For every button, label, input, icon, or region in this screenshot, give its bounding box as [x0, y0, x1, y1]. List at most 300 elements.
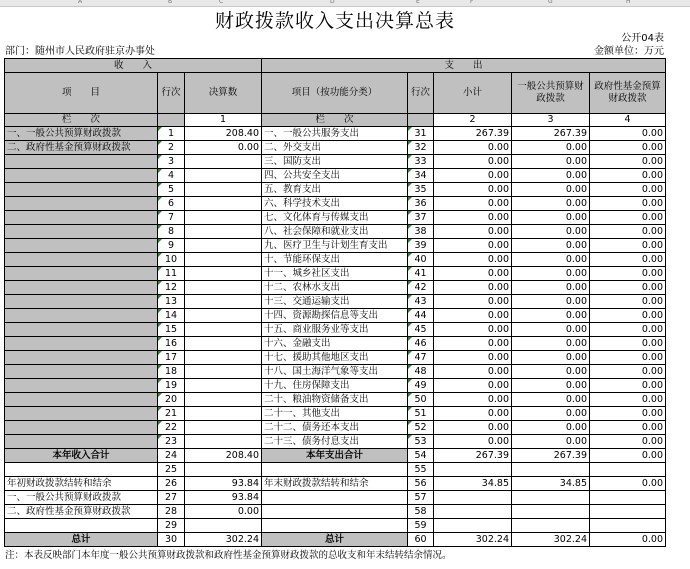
subtotal-cell[interactable]: 0.00	[434, 225, 512, 239]
closing-carryover-fund[interactable]: 0.00	[590, 477, 666, 491]
closing-carryover-general[interactable]: 34.85	[512, 477, 590, 491]
carryover-detail-row	[5, 491, 666, 505]
income-line-cell[interactable]: 29	[158, 519, 185, 533]
income-total-label[interactable]: 本年收入合计	[5, 449, 158, 463]
income-amount-cell[interactable]	[185, 169, 262, 183]
column-header-row	[5, 73, 666, 114]
expense-item-cell[interactable]: 十、节能环保支出	[262, 253, 408, 267]
income-total-line[interactable]: 24	[158, 449, 185, 463]
income-amount-cell[interactable]	[185, 323, 262, 337]
fund-budget-cell[interactable]: 0.00	[590, 197, 666, 211]
general-budget-cell[interactable]: 0.00	[512, 225, 590, 239]
income-item-cell[interactable]: 一、一般公共预算财政拨款	[5, 127, 158, 141]
income-line-cell[interactable]: 20	[158, 393, 185, 407]
income-amount-cell[interactable]: 208.40	[185, 127, 262, 141]
section-header-row	[5, 59, 666, 73]
income-line-cell[interactable]: 1	[158, 127, 185, 141]
expense-item-cell[interactable]: 十三、交通运输支出	[262, 295, 408, 309]
subtotal-cell[interactable]: 0.00	[434, 281, 512, 295]
income-line-header[interactable]: 行次	[158, 73, 185, 114]
table-row	[5, 379, 666, 393]
general-budget-cell[interactable]: 0.00	[512, 197, 590, 211]
fund-budget-cell[interactable]: 0.00	[590, 365, 666, 379]
expense-line-cell[interactable]: 34	[408, 169, 434, 183]
table-row	[5, 197, 666, 211]
subtotal-cell[interactable]: 0.00	[434, 365, 512, 379]
subtotal-header[interactable]: 小计	[434, 73, 512, 114]
general-budget-cell[interactable]	[512, 505, 590, 519]
table-row	[5, 519, 666, 533]
general-budget-cell[interactable]	[512, 463, 590, 477]
table-row	[5, 169, 666, 183]
expense-line-cell[interactable]: 36	[408, 197, 434, 211]
expense-line-cell[interactable]: 45	[408, 323, 434, 337]
income-item-cell[interactable]	[5, 155, 158, 169]
income-line-cell[interactable]: 17	[158, 351, 185, 365]
closing-carryover-label[interactable]: 年末财政拨款结转和结余	[262, 477, 408, 491]
expense-item-cell[interactable]: 二十、粮油物资储备支出	[262, 393, 408, 407]
income-item-cell[interactable]	[5, 169, 158, 183]
general-budget-cell[interactable]: 0.00	[512, 267, 590, 281]
col-number-4[interactable]: 4	[590, 114, 666, 127]
expense-section-header[interactable]: 支 出	[262, 59, 666, 73]
income-amount-cell[interactable]	[185, 351, 262, 365]
expense-item-cell[interactable]: 七、文化体育与传媒支出	[262, 211, 408, 225]
subtotal-cell[interactable]: 0.00	[434, 407, 512, 421]
table-row	[5, 239, 666, 253]
income-item-cell[interactable]	[5, 351, 158, 365]
expense-item-cell[interactable]: 二、外交支出	[262, 141, 408, 155]
income-amount-cell[interactable]: 93.84	[185, 491, 262, 505]
expense-line-header[interactable]: 行次	[408, 73, 434, 114]
income-line-cell[interactable]: 8	[158, 225, 185, 239]
income-amount-cell[interactable]	[185, 197, 262, 211]
expense-line-cell[interactable]: 58	[408, 505, 434, 519]
fund-budget-cell[interactable]: 0.00	[590, 295, 666, 309]
fund-budget-cell[interactable]: 0.00	[590, 267, 666, 281]
carryover-row	[5, 477, 666, 491]
expense-item-cell[interactable]: 十五、商业服务业等支出	[262, 323, 408, 337]
subtotal-cell[interactable]: 0.00	[434, 435, 512, 449]
income-amount-cell[interactable]	[185, 435, 262, 449]
column-letter-h[interactable]: H	[626, 0, 631, 5]
general-budget-cell[interactable]: 0.00	[512, 351, 590, 365]
fund-budget-cell[interactable]: 0.00	[590, 155, 666, 169]
fund-budget-cell[interactable]: 0.00	[590, 351, 666, 365]
income-amount-cell[interactable]	[185, 393, 262, 407]
income-line-cell[interactable]: 7	[158, 211, 185, 225]
income-amount-cell[interactable]	[185, 365, 262, 379]
income-item-cell[interactable]	[5, 211, 158, 225]
expense-item-cell[interactable]: 二十三、债务付息支出	[262, 435, 408, 449]
expense-total-general[interactable]: 267.39	[512, 449, 590, 463]
income-item-cell[interactable]	[5, 225, 158, 239]
subtotal-cell[interactable]: 0.00	[434, 211, 512, 225]
final-amount-header[interactable]: 决算数	[185, 73, 262, 114]
expense-line-cell[interactable]: 53	[408, 435, 434, 449]
income-item-cell[interactable]	[5, 309, 158, 323]
expense-line-cell[interactable]: 37	[408, 211, 434, 225]
fund-budget-cell[interactable]: 0.00	[590, 141, 666, 155]
fund-budget-cell[interactable]: 0.00	[590, 407, 666, 421]
expense-item-cell[interactable]: 四、公共安全支出	[262, 169, 408, 183]
department-label: 部门：随州市人民政府驻京办事处	[5, 46, 155, 57]
general-budget-header[interactable]: 一般公共预算财政拨款	[512, 73, 590, 114]
expense-line-cell[interactable]: 40	[408, 253, 434, 267]
expense-item-cell[interactable]	[262, 505, 408, 519]
income-amount-cell[interactable]	[185, 407, 262, 421]
expense-line-cell[interactable]: 33	[408, 155, 434, 169]
table-row	[5, 267, 666, 281]
income-line-cell[interactable]: 18	[158, 365, 185, 379]
expense-item-header[interactable]: 项目（按功能分类）	[262, 73, 408, 114]
general-budget-cell[interactable]	[512, 519, 590, 533]
table-row	[5, 393, 666, 407]
income-line-cell[interactable]: 27	[158, 491, 185, 505]
income-item-cell[interactable]	[5, 295, 158, 309]
expense-grand-total-label[interactable]: 总计	[262, 533, 408, 547]
income-item-cell[interactable]	[5, 239, 158, 253]
subtotal-cell[interactable]: 0.00	[434, 323, 512, 337]
income-line-cell[interactable]: 23	[158, 435, 185, 449]
col-number-3[interactable]: 3	[512, 114, 590, 127]
income-grand-total-label[interactable]: 总计	[5, 533, 158, 547]
income-item-cell[interactable]	[5, 379, 158, 393]
income-line-cell[interactable]: 22	[158, 421, 185, 435]
table-row	[5, 225, 666, 239]
table-row	[5, 281, 666, 295]
subtotal-cell[interactable]: 0.00	[434, 239, 512, 253]
expense-grand-total-subtotal[interactable]: 302.24	[434, 533, 512, 547]
expense-line-cell[interactable]: 44	[408, 309, 434, 323]
expense-line-cell[interactable]: 43	[408, 295, 434, 309]
income-amount-cell[interactable]	[185, 183, 262, 197]
income-amount-cell[interactable]	[185, 211, 262, 225]
subtotal-cell[interactable]: 0.00	[434, 393, 512, 407]
expense-line-cell[interactable]: 47	[408, 351, 434, 365]
fund-budget-cell[interactable]: 0.00	[590, 225, 666, 239]
subtotal-cell[interactable]: 0.00	[434, 141, 512, 155]
expense-line-cell[interactable]: 49	[408, 379, 434, 393]
expense-grand-total-fund[interactable]: 0.00	[590, 533, 666, 547]
general-budget-cell[interactable]: 0.00	[512, 435, 590, 449]
income-amount-cell[interactable]	[185, 519, 262, 533]
income-line-cell[interactable]: 3	[158, 155, 185, 169]
expense-item-cell[interactable]: 十一、城乡社区支出	[262, 267, 408, 281]
subtotal-cell[interactable]: 0.00	[434, 309, 512, 323]
general-budget-cell[interactable]	[512, 491, 590, 505]
income-amount-cell[interactable]	[185, 225, 262, 239]
income-amount-cell[interactable]	[185, 309, 262, 323]
carryover-detail-row	[5, 505, 666, 519]
income-line-cell[interactable]: 16	[158, 337, 185, 351]
general-budget-cell[interactable]: 0.00	[512, 281, 590, 295]
income-line-cell[interactable]: 25	[158, 463, 185, 477]
subtotal-cell[interactable]: 0.00	[434, 351, 512, 365]
income-item-cell[interactable]: 一、一般公共预算财政拨款	[5, 491, 158, 505]
income-line-cell[interactable]: 10	[158, 253, 185, 267]
grand-total-row	[5, 533, 666, 547]
expense-line-cell[interactable]: 50	[408, 393, 434, 407]
income-item-cell[interactable]	[5, 365, 158, 379]
income-line-col-number[interactable]	[158, 114, 185, 127]
expense-item-cell[interactable]: 三、国防支出	[262, 155, 408, 169]
expense-grand-total-line[interactable]: 60	[408, 533, 434, 547]
expense-line-cell[interactable]: 57	[408, 491, 434, 505]
fund-budget-cell[interactable]: 0.00	[590, 337, 666, 351]
income-amount-cell[interactable]	[185, 421, 262, 435]
subtotal-cell[interactable]: 0.00	[434, 253, 512, 267]
column-letter-f[interactable]: F	[470, 0, 474, 5]
general-budget-cell[interactable]: 0.00	[512, 169, 590, 183]
general-budget-cell[interactable]: 0.00	[512, 365, 590, 379]
income-item-cell[interactable]	[5, 323, 158, 337]
column-letter-b[interactable]: B	[168, 0, 173, 5]
income-item-cell[interactable]	[5, 393, 158, 407]
income-line-cell[interactable]: 14	[158, 309, 185, 323]
income-section-header[interactable]: 收 入	[5, 59, 262, 73]
expense-line-col-number[interactable]	[408, 114, 434, 127]
income-amount-cell[interactable]: 0.00	[185, 505, 262, 519]
income-item-cell[interactable]	[5, 421, 158, 435]
table-row	[5, 253, 666, 267]
column-number-row	[5, 114, 666, 127]
expense-item-cell[interactable]: 十四、资源勘探信息等支出	[262, 309, 408, 323]
table-row	[5, 421, 666, 435]
expense-item-cell[interactable]: 十二、农林水支出	[262, 281, 408, 295]
general-budget-cell[interactable]: 0.00	[512, 309, 590, 323]
expense-item-cell[interactable]: 五、教育支出	[262, 183, 408, 197]
table-row	[5, 155, 666, 169]
subtotal-cell[interactable]: 0.00	[434, 267, 512, 281]
table-row	[5, 323, 666, 337]
general-budget-cell[interactable]: 0.00	[512, 407, 590, 421]
expense-line-cell[interactable]: 38	[408, 225, 434, 239]
subtotal-cell[interactable]	[434, 491, 512, 505]
general-budget-cell[interactable]: 0.00	[512, 155, 590, 169]
expense-item-cell[interactable]: 二十二、债务还本支出	[262, 421, 408, 435]
general-budget-cell[interactable]: 0.00	[512, 141, 590, 155]
expense-line-cell[interactable]: 56	[408, 477, 434, 491]
expense-item-cell[interactable]: 十六、金融支出	[262, 337, 408, 351]
expense-item-cell[interactable]	[262, 463, 408, 477]
general-budget-cell[interactable]: 0.00	[512, 239, 590, 253]
expense-line-cell[interactable]: 51	[408, 407, 434, 421]
expense-item-cell[interactable]: 六、科学技术支出	[262, 197, 408, 211]
income-item-cell[interactable]	[5, 435, 158, 449]
expense-line-cell[interactable]: 35	[408, 183, 434, 197]
expense-line-cell[interactable]: 31	[408, 127, 434, 141]
fund-budget-cell[interactable]: 0.00	[590, 421, 666, 435]
opening-carryover-amount[interactable]: 93.84	[185, 477, 262, 491]
expense-total-label[interactable]: 本年支出合计	[262, 449, 408, 463]
income-item-cell[interactable]	[5, 183, 158, 197]
expense-col-label[interactable]: 栏 次	[262, 114, 408, 127]
income-item-cell[interactable]	[5, 337, 158, 351]
fund-budget-cell[interactable]: 0.00	[590, 169, 666, 183]
fund-budget-cell[interactable]: 0.00	[590, 323, 666, 337]
general-budget-cell[interactable]: 0.00	[512, 393, 590, 407]
table-row	[5, 407, 666, 421]
income-item-cell[interactable]	[5, 281, 158, 295]
income-item-cell[interactable]	[5, 267, 158, 281]
income-item-cell[interactable]	[5, 407, 158, 421]
expense-item-cell[interactable]: 九、医疗卫生与计划生育支出	[262, 239, 408, 253]
column-letter-e[interactable]: E	[416, 0, 420, 5]
income-line-cell[interactable]: 19	[158, 379, 185, 393]
income-item-cell[interactable]: 二、政府性基金预算财政拨款	[5, 141, 158, 155]
table-row	[5, 365, 666, 379]
expense-item-cell[interactable]: 一、一般公共服务支出	[262, 127, 408, 141]
income-item-cell[interactable]	[5, 197, 158, 211]
income-amount-cell[interactable]	[185, 267, 262, 281]
fiscal-summary-table	[4, 58, 666, 547]
income-col-label[interactable]: 栏 次	[5, 114, 158, 127]
expense-total-line[interactable]: 54	[408, 449, 434, 463]
fund-budget-cell[interactable]	[590, 463, 666, 477]
closing-carryover-subtotal[interactable]: 34.85	[434, 477, 512, 491]
fund-budget-cell[interactable]: 0.00	[590, 253, 666, 267]
income-line-cell[interactable]: 12	[158, 281, 185, 295]
general-budget-cell[interactable]: 0.00	[512, 183, 590, 197]
fund-budget-cell[interactable]: 0.00	[590, 435, 666, 449]
subtotal-cell[interactable]: 0.00	[434, 421, 512, 435]
fund-budget-cell[interactable]: 0.00	[590, 183, 666, 197]
expense-item-cell[interactable]	[262, 491, 408, 505]
opening-carryover-label[interactable]: 年初财政拨款结转和结余	[5, 477, 158, 491]
expense-line-cell[interactable]: 32	[408, 141, 434, 155]
table-row	[5, 309, 666, 323]
expense-item-cell[interactable]: 十七、援助其他地区支出	[262, 351, 408, 365]
fund-budget-cell[interactable]	[590, 505, 666, 519]
income-grand-total-line[interactable]: 30	[158, 533, 185, 547]
income-amount-cell[interactable]: 0.00	[185, 141, 262, 155]
subtotal-cell[interactable]: 0.00	[434, 183, 512, 197]
fund-budget-cell[interactable]: 0.00	[590, 393, 666, 407]
col-number-2[interactable]: 2	[434, 114, 512, 127]
fund-budget-cell[interactable]: 0.00	[590, 281, 666, 295]
expense-grand-total-general[interactable]: 302.24	[512, 533, 590, 547]
fund-budget-cell[interactable]	[590, 491, 666, 505]
income-line-cell[interactable]: 26	[158, 477, 185, 491]
table-row	[5, 141, 666, 155]
subtotal-cell[interactable]	[434, 519, 512, 533]
income-amount-cell[interactable]	[185, 281, 262, 295]
subtotal-cell[interactable]: 0.00	[434, 197, 512, 211]
income-line-cell[interactable]: 11	[158, 267, 185, 281]
expense-total-fund[interactable]: 0.00	[590, 449, 666, 463]
expense-line-cell[interactable]: 41	[408, 267, 434, 281]
fund-budget-cell[interactable]	[590, 519, 666, 533]
expense-item-cell[interactable]: 二十一、其他支出	[262, 407, 408, 421]
income-line-cell[interactable]: 5	[158, 183, 185, 197]
general-budget-cell[interactable]: 0.00	[512, 295, 590, 309]
fund-budget-cell[interactable]: 0.00	[590, 211, 666, 225]
expense-line-cell[interactable]: 55	[408, 463, 434, 477]
income-line-cell[interactable]: 9	[158, 239, 185, 253]
subtotal-cell[interactable]: 0.00	[434, 169, 512, 183]
income-line-cell[interactable]: 21	[158, 407, 185, 421]
income-line-cell[interactable]: 2	[158, 141, 185, 155]
expense-total-subtotal[interactable]: 267.39	[434, 449, 512, 463]
expense-line-cell[interactable]: 39	[408, 239, 434, 253]
general-budget-cell[interactable]: 0.00	[512, 323, 590, 337]
subtotal-cell[interactable]: 0.00	[434, 155, 512, 169]
subtotal-cell[interactable]: 0.00	[434, 295, 512, 309]
income-item-header[interactable]: 项 目	[5, 73, 158, 114]
income-item-cell[interactable]: 二、政府性基金预算财政拨款	[5, 505, 158, 519]
general-budget-cell[interactable]: 0.00	[512, 337, 590, 351]
column-letter-c[interactable]: C	[219, 0, 224, 5]
income-line-cell[interactable]: 6	[158, 197, 185, 211]
subtotal-cell[interactable]	[434, 505, 512, 519]
expense-item-cell[interactable]: 八、社会保障和就业支出	[262, 225, 408, 239]
income-amount-cell[interactable]	[185, 295, 262, 309]
table-row	[5, 435, 666, 449]
income-item-cell[interactable]	[5, 253, 158, 267]
column-letter-g[interactable]: G	[548, 0, 553, 5]
expense-line-cell[interactable]: 59	[408, 519, 434, 533]
table-row	[5, 127, 666, 141]
general-budget-cell[interactable]: 0.00	[512, 253, 590, 267]
expense-line-cell[interactable]: 52	[408, 421, 434, 435]
table-row	[5, 463, 666, 477]
fund-budget-cell[interactable]: 0.00	[590, 309, 666, 323]
income-item-cell[interactable]	[5, 463, 158, 477]
expense-line-cell[interactable]: 48	[408, 365, 434, 379]
general-budget-cell[interactable]: 0.00	[512, 211, 590, 225]
income-line-cell[interactable]: 28	[158, 505, 185, 519]
income-amount-cell[interactable]	[185, 155, 262, 169]
subtotal-cell[interactable]: 0.00	[434, 337, 512, 351]
subtotal-cell[interactable]	[434, 463, 512, 477]
subtotal-cell[interactable]: 0.00	[434, 379, 512, 393]
fund-budget-cell[interactable]: 0.00	[590, 379, 666, 393]
income-amount-cell[interactable]	[185, 337, 262, 351]
income-amount-cell[interactable]	[185, 239, 262, 253]
fund-budget-header[interactable]: 政府性基金预算财政拨款	[590, 73, 666, 114]
income-item-cell[interactable]	[5, 519, 158, 533]
general-budget-cell[interactable]: 0.00	[512, 421, 590, 435]
report-title: 财政拨款收入支出决算总表	[214, 10, 455, 32]
income-amount-cell[interactable]	[185, 253, 262, 267]
column-letter-d[interactable]: D	[330, 0, 335, 5]
income-line-cell[interactable]: 13	[158, 295, 185, 309]
income-grand-total-amount[interactable]: 302.24	[185, 533, 262, 547]
income-line-cell[interactable]: 4	[158, 169, 185, 183]
general-budget-cell[interactable]: 267.39	[512, 127, 590, 141]
table-row	[5, 211, 666, 225]
expense-item-cell[interactable]	[262, 519, 408, 533]
expense-line-cell[interactable]: 42	[408, 281, 434, 295]
expense-item-cell[interactable]: 十九、住房保障支出	[262, 379, 408, 393]
annual-totals-row	[5, 449, 666, 463]
general-budget-cell[interactable]: 0.00	[512, 379, 590, 393]
col-number-1[interactable]: 1	[185, 114, 262, 127]
spreadsheet-column-header	[0, 0, 690, 7]
income-amount-cell[interactable]	[185, 463, 262, 477]
fund-budget-cell[interactable]: 0.00	[590, 239, 666, 253]
income-line-cell[interactable]: 15	[158, 323, 185, 337]
expense-item-cell[interactable]: 十八、国土海洋气象等支出	[262, 365, 408, 379]
footnote: 注：本表反映部门本年度一般公共预算财政拨款和政府性基金预算财政拨款的总收支和年末结转结余情况。	[5, 550, 452, 561]
income-total-amount[interactable]: 208.40	[185, 449, 262, 463]
fund-budget-cell[interactable]: 0.00	[590, 127, 666, 141]
expense-line-cell[interactable]: 46	[408, 337, 434, 351]
column-letter-a[interactable]: A	[78, 0, 83, 5]
subtotal-cell[interactable]: 267.39	[434, 127, 512, 141]
income-amount-cell[interactable]	[185, 379, 262, 393]
